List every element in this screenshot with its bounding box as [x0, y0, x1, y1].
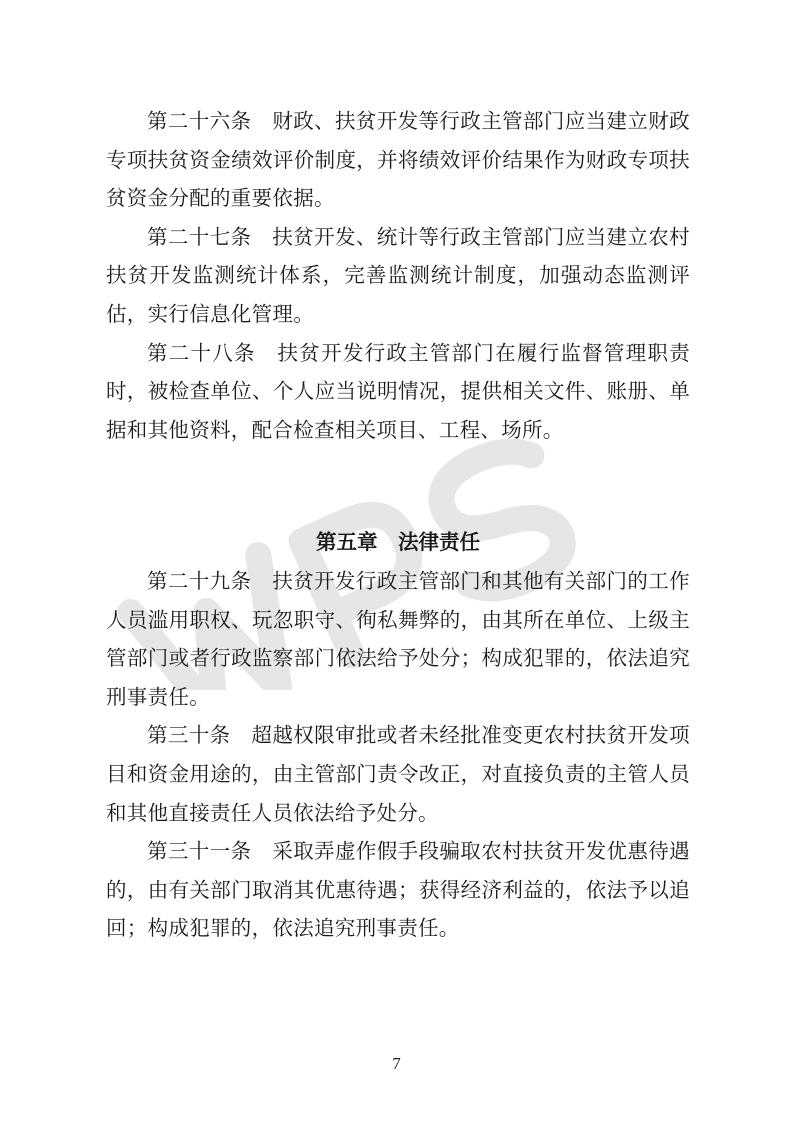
article-28: 第二十八条 扶贫开发行政主管部门在履行监督管理职责时，被检查单位、个人应当说明情况，提供相关文件、账册、单据和其他资料，配合检查相关项目、工程、场所。: [106, 340, 690, 442]
chapter-heading: 第五章 法律责任: [316, 530, 480, 555]
page-number: 7: [392, 1054, 401, 1073]
article-26: 第二十六条 财政、扶贫开发等行政主管部门应当建立财政专项扶贫资金绩效评价制度，并将绩效评价结果作为财政专项扶贫资金分配的重要依据。: [106, 109, 690, 211]
article-30: 第三十条 超越权限审批或者未经批准变更农村扶贫开发项目和资金用途的，由主管部门责令改正，对直接负责的主管人员和其他直接责任人员依法给予处分。: [106, 723, 690, 825]
article-27: 第二十七条 扶贫开发、统计等行政主管部门应当建立农村扶贫开发监测统计体系，完善监测统计制度，加强动态监测评估，实行信息化管理。: [106, 224, 690, 326]
article-29: 第二十九条 扶贫开发行政主管部门和其他有关部门的工作人员滥用职权、玩忽职守、徇私舞弊的，由其所在单位、上级主管部门或者行政监察部门依法给予处分；构成犯罪的，依法追究刑事责任。: [106, 568, 690, 709]
article-31: 第三十一条 采取弄虚作假手段骗取农村扶贫开发优惠待遇的，由有关部门取消其优惠待遇；获得经济利益的，依法予以追回；构成犯罪的，依法追究刑事责任。: [106, 839, 690, 941]
document-body: [106, 102, 690, 948]
